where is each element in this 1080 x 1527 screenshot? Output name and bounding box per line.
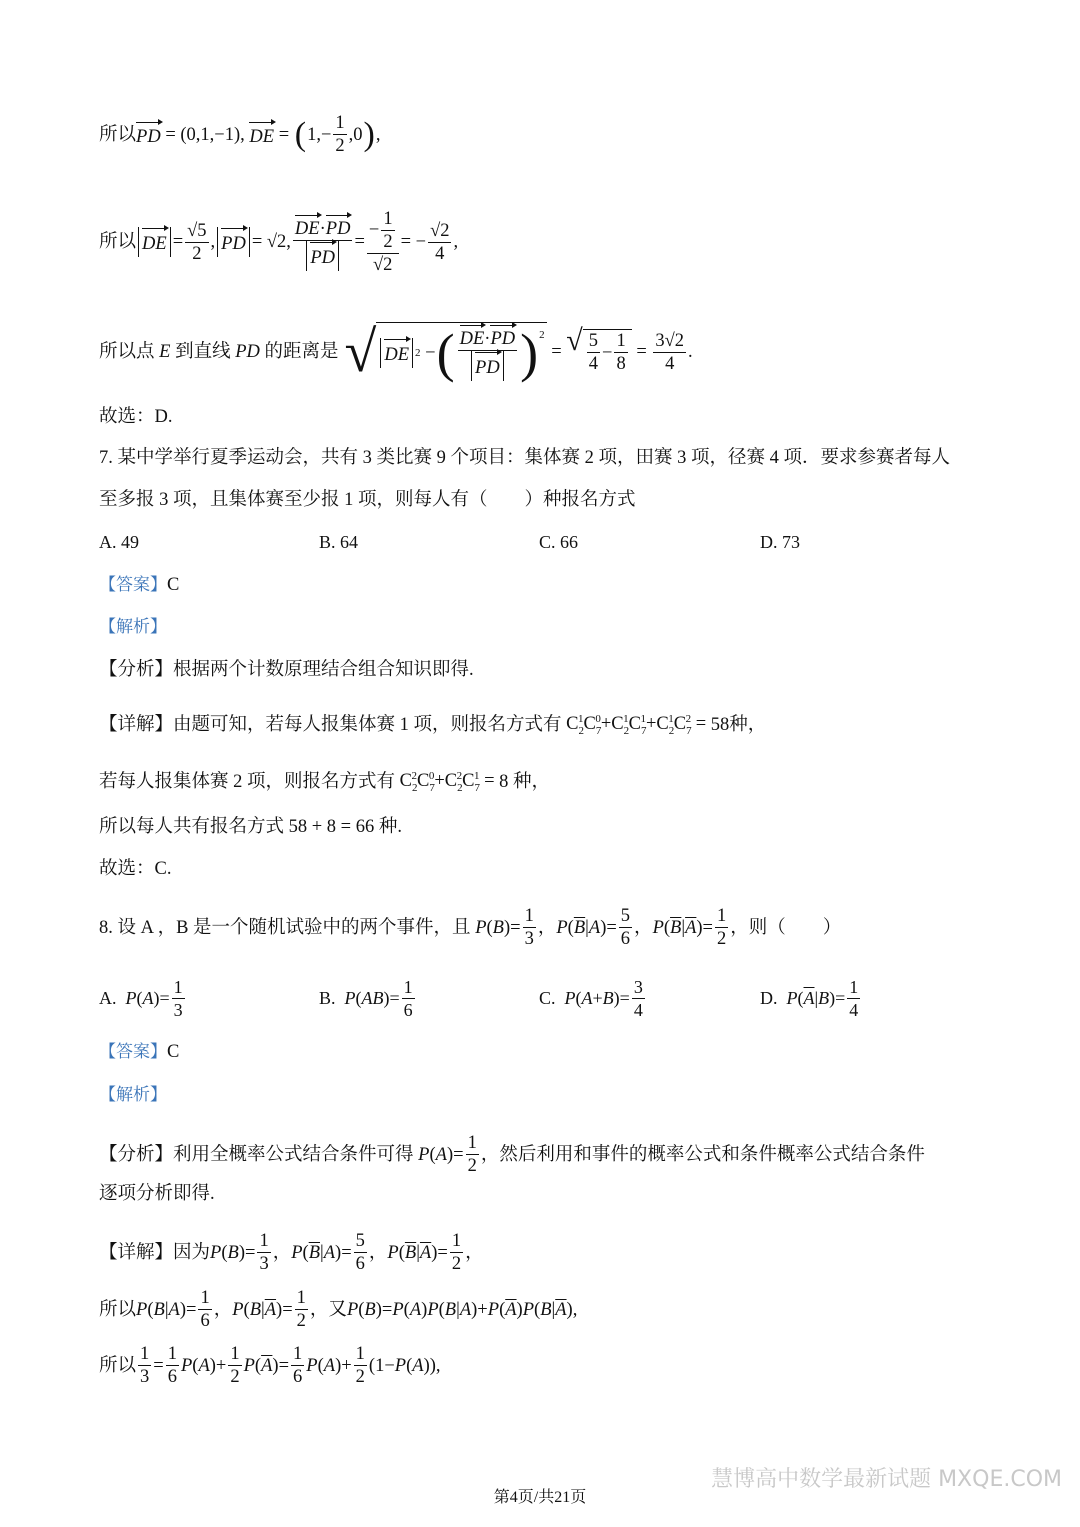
- q8-analysis-cont: 逐项分析即得.: [99, 1184, 215, 1204]
- q8-option-d: D. P ( $\overline{A}$ | B )= $\frac{1}{4}$: [760, 977, 859, 1020]
- jiexi-tag: 【解析】: [99, 617, 167, 637]
- q8-option-c: C. P ( A + B )= $\frac{3}{4}$: [539, 977, 643, 1020]
- q8-jiexi: 【解析】: [99, 1085, 167, 1105]
- line-pd-de-vectors: 所以 PD = (0,1,−1), DE = ( 1,− $\frac{1}{2}$ ,0 ) ,: [99, 113, 381, 156]
- q8-detail-1: 【详解】 因为 P ( B )= $\frac{1}{3}$ ， P ( $\overline{B}$ | A )= $\frac{5}{6}$ ， P ( $\overline{B}$ | $\overline{A}$ )= $\frac{1}{2}$ ，: [99, 1231, 484, 1274]
- q7-stem-line1: 7. 某中学举行夏季运动会，共有 3 类比赛 9 个项目：集体赛 2 项，田赛 3 项，径赛 4 项．要求参赛者每人: [99, 448, 951, 468]
- q7-detail-3: 所以每人共有报名方式 58 + 8 = 66 种.: [99, 817, 402, 837]
- answer-tag: 【答案】: [99, 575, 167, 595]
- q7-option-c: C. 66: [539, 532, 579, 552]
- q7-option-b: B. 64: [319, 532, 359, 552]
- watermark: 慧博高中数学最新试题 MXQE.COM: [711, 1467, 1062, 1492]
- q7-detail-2: 若每人报集体赛 2 项，则报名方式有 $C_2^2C_7^0+C_2^2C_7^1$ = 8 种，: [99, 770, 551, 794]
- line-distance: 所以点 E 到直线 PD 的距离是 √ DE 2 − ( $\frac{DE\cdot PD}{PD}$ ) $^2$ = √ $\frac{5}{4}$ − $\frac{1}{8}$ = $\frac{3√2}{4}$ .: [99, 319, 693, 384]
- q8-analysis: 【分析】 利用全概率公式结合条件可得 P ( A )= $\frac{1}{2}$ ，然后利用和事件的概率公式和条件概率公式结合条件: [99, 1133, 925, 1176]
- q7-option-a: A. 49: [99, 532, 139, 552]
- q8-detail-3: 所以 $\frac{1}{3}$ = $\frac{1}{6}$ P ( A )+ $\frac{1}{2}$ P ( $\overline{A}$ )= $\frac{1}{6}$ P ( A )+ $\frac{1}{2}$ (1− P ( A )),: [99, 1344, 441, 1387]
- q7-detail-1: 【详解】 由题可知，若每人报集体赛 1 项，则报名方式有 $C_2^1C_7^0+C_2^1C_7^1+C_2^1C_7^2$ = 58种，: [99, 713, 767, 737]
- answer-choice-7: 故选：C.: [99, 859, 172, 879]
- q7-answer: 【答案】 C: [99, 575, 180, 595]
- page-footer: 第4页/共21页: [493, 1489, 587, 1506]
- q7-stem-line2: 至多报 3 项，且集体赛至少报 1 项，则每人有（ ）种报名方式: [99, 490, 636, 510]
- q7-analysis: 【分析】 根据两个计数原理结合组合知识即得.: [99, 660, 474, 680]
- q8-option-a: A. P ( A )= $\frac{1}{3}$: [99, 977, 183, 1020]
- q7-jiexi: [99, 615, 167, 639]
- q8-answer: 【答案】 C: [99, 1042, 180, 1062]
- q8-option-b: B. P ( AB )= $\frac{1}{6}$: [319, 977, 413, 1020]
- q8-detail-2: 所以 P ( B | A )= $\frac{1}{6}$ ， P ( B | $\overline{A}$ )= $\frac{1}{2}$ ， 又 P ( B )= P ( A ) P ( B | A )+ P ( $\overline{A}$ ) P ( B | $\overline{A}$ ),: [99, 1288, 578, 1331]
- answer-choice-6: 故选：D.: [99, 407, 173, 427]
- q7-option-d: D. 73: [760, 532, 800, 552]
- q8-stem: 8. 设 A ，B 是一个随机试验中的两个事件，且 P ( B )= $\frac{1}{3}$ ， P ( $\overline{B}$ | A )= $\frac{5}{6}$ ， P ( $\overline{B}$ | $\overline{A}$ )= $\frac{1}{2}$ ，则（ ）: [99, 906, 842, 949]
- line-lengths: 所以 DE = $\frac{√5}{2}$ , PD = √2, $\frac{DE\cdot PD}{PD}$ = − $\frac{1}{2}$ √2 = − $\frac{√2}{4}$ ,: [99, 209, 459, 275]
